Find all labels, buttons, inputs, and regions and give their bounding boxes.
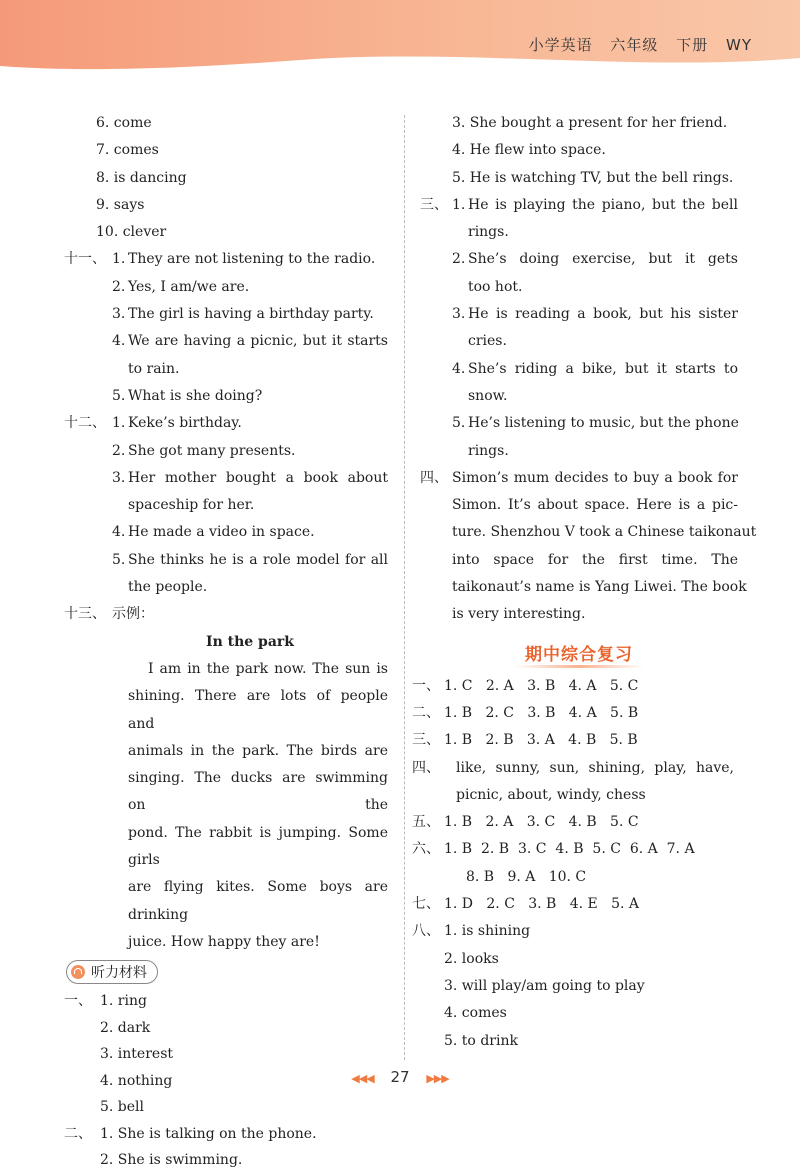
item-number: 5. [112,387,126,404]
review-title-text: 期中综合复习 [525,644,633,665]
answer-text: 9. says [96,196,145,213]
section-12-line [64,574,388,601]
item-number: 2. [112,278,126,295]
section-11-line [64,274,388,301]
passage-line: Simon. It’s about space. Here is a pic- [452,497,738,514]
review-line [420,1000,738,1027]
listening-3-line [420,328,738,355]
right-arrows-icon: ▶▶▶ [426,1072,449,1085]
listening-3-line [420,410,738,437]
item-text: She got many presents. [128,442,296,459]
listening-4-line [420,574,747,601]
section-tag: 七、 [412,896,440,913]
section-tag: 六、 [412,841,440,858]
section-11-line [64,246,388,273]
section-tag: 一、 [412,677,440,694]
header-subject: 小学英语 [528,36,593,54]
review-answers: 2. looks [444,950,499,967]
item-text: snow. [468,387,508,404]
item-number: 4. [112,524,126,541]
listening-1-line [64,1094,388,1121]
item-text: 4. nothing [100,1072,173,1089]
review-line [420,946,738,973]
review-line [412,809,738,836]
item-text: What is she doing? [128,387,263,404]
review-line [412,727,738,754]
right-column [412,110,757,1055]
section-12-line [64,410,388,437]
item-text: He is reading a book, but his sister [468,306,738,323]
section-12-line [64,465,388,492]
header-edition: WY [726,36,752,54]
answer-text: 10. clever [96,224,167,241]
answer-line [420,137,738,164]
listening-4-line [420,601,738,628]
item-number: 5. [452,415,466,432]
review-answers: picnic, about, windy, chess [456,786,646,803]
listening-1-line [64,1041,388,1068]
section-tag: 二、 [412,704,440,721]
listening-2-line [64,1147,388,1174]
item-text: 2. She is swimming. [100,1152,243,1169]
section-12-line [64,438,388,465]
section-11-line [64,356,388,383]
section-tag: 五、 [412,814,440,831]
review-answers: 1. B 2. B 3. A 4. B 5. B [444,732,638,749]
review-answers: 3. will play/am going to play [444,977,645,994]
item-text: 2. dark [100,1019,151,1036]
review-line [420,864,738,891]
review-line [412,891,738,918]
item-text: 1. ring [100,993,147,1010]
listening-1-line [64,1015,388,1042]
review-line [420,973,738,1000]
item-number: 5. [112,551,126,568]
essay-line: pond. The rabbit is jumping. Some girls [128,824,388,869]
section-12-line [64,519,388,546]
listening-section-header [58,956,388,988]
item-number: 1. [112,415,126,432]
page-number: 27 [390,1068,410,1086]
passage-line: into space for the first time. The [452,551,738,568]
item-text: Yes, I am/we are. [128,278,250,295]
review-answers: 4. comes [444,1005,507,1022]
section-11-line [64,328,388,355]
section-12-line [64,492,388,519]
review-line [412,673,738,700]
item-text: She thinks he is a role model for all [128,551,388,568]
item-number: 4. [112,333,126,350]
item-number: 2. [112,442,126,459]
answer-line [420,165,738,192]
essay-line: I am in the park now. The sun is [148,660,388,677]
section-tag: 四、 [420,469,448,486]
column-divider [404,115,405,1060]
listening-3-line [420,301,738,328]
review-answers: 1. B 2. C 3. B 4. A 5. B [444,704,639,721]
item-text: She’s doing exercise, but it gets [468,251,738,268]
listening-4-line [420,519,757,546]
section-tag: 三、 [412,732,440,749]
listening-4-line [420,547,738,574]
header-term: 下册 [676,36,709,54]
essay-line: juice. How happy they are! [128,933,320,950]
item-text: 5. bell [100,1099,145,1116]
review-answers: 1. B 2. A 3. C 4. B 5. C [444,814,639,831]
title-underline [514,665,644,668]
item-text: cries. [468,333,507,350]
item-text: rings. [468,442,509,459]
header-grade: 六年级 [610,36,659,54]
review-section-title [420,637,738,673]
essay-line: shining. There are lots of people and [128,688,388,732]
listening-1-line [64,988,388,1015]
passage-line: taikonaut’s name is Yang Liwei. The book [452,579,747,596]
headphone-icon [71,965,85,979]
item-text: Keke’s birthday. [128,415,242,432]
listening-3-line [420,356,738,383]
item-text: to rain. [128,360,180,377]
section-tag: 三、 [420,196,448,213]
section-11-line [64,383,388,410]
listening-3-line [420,246,738,273]
example-label: 示例： [112,606,154,623]
answer-text: 7. comes [96,142,159,159]
review-line [412,836,738,863]
review-answers: like, sunny, sun, shining, play, have, [456,759,734,776]
review-answers: 1. is shining [444,923,531,940]
listening-3-line [420,219,738,246]
section-tag: 二、 [64,1125,92,1142]
item-text: 3. interest [100,1046,174,1063]
item-number: 2. [452,251,466,268]
section-tag: 十二、 [64,415,106,432]
answer-line [64,165,388,192]
item-text: Her mother bought a book about [128,469,388,486]
listening-badge-label: 听力材料 [91,965,147,982]
item-text: 1. She is talking on the phone. [100,1125,317,1142]
listening-3-line [420,438,738,465]
section-tag: 一、 [64,993,92,1010]
listening-badge [66,960,158,984]
item-number: 4. [452,360,466,377]
review-line [420,782,738,809]
listening-3-line [420,274,738,301]
review-line [412,700,738,727]
essay-line: are flying kites. Some boys are drinking [128,879,388,923]
item-number: 1. [112,251,126,268]
item-text: 4. He flew into space. [452,142,606,159]
answer-text: 8. is dancing [96,169,187,186]
section-tag: 十三、 [64,606,106,623]
review-answers: 1. C 2. A 3. B 4. A 5. C [444,677,639,694]
left-arrows-icon: ◀◀◀ [351,1072,374,1085]
answer-line [64,219,388,246]
section-tag: 四、 [412,759,440,776]
passage-line: is very interesting. [452,606,586,623]
essay-body [128,656,388,956]
item-text: too hot. [468,278,523,295]
item-text: 3. She bought a present for her friend. [452,115,728,131]
essay-line: singing. The ducks are swimming on the [128,770,388,814]
review-answers: 1. B 2. B 3. C 4. B 5. C 6. A 7. A [444,841,695,858]
listening-2-line [64,1121,388,1148]
header-band [0,0,800,80]
section-13-line [64,601,388,628]
listening-3-line [420,383,738,410]
review-answers: 1. D 2. C 3. B 4. E 5. A [444,896,639,913]
answer-line [64,192,388,219]
item-text: 5. He is watching TV, but the bell rings. [452,169,734,186]
item-text: The girl is having a birthday party. [128,306,374,323]
answer-text: 6. come [96,115,152,131]
item-text: spaceship for her. [128,497,255,514]
item-number: 3. [112,306,126,323]
review-answers: 8. B 9. A 10. C [466,868,587,885]
item-text: They are not listening to the radio. [128,251,376,268]
listening-3-line [420,192,738,219]
essay-title: In the park [206,633,294,650]
item-number: 3. [112,469,126,486]
left-column [64,110,388,1174]
item-number: 1. [452,196,466,213]
review-line [420,1028,738,1055]
review-line [412,755,738,782]
passage-line: Simon’s mum decides to buy a book for [452,469,738,486]
essay-line: animals in the park. The birds are [128,742,388,759]
item-text: the people. [128,579,208,596]
listening-4-line [420,465,738,492]
passage-line: ture. Shenzhou V took a Chinese taikonaut [452,524,757,541]
answer-line [64,110,388,137]
section-tag: 八、 [412,923,440,940]
listening-4-line [420,492,738,519]
answer-line [64,137,388,164]
section-tag: 十一、 [64,251,106,268]
review-line [412,918,738,945]
item-text: He is playing the piano, but the bell [468,196,738,213]
review-answers: 5. to drink [444,1032,518,1049]
page-footer [0,1068,800,1086]
section-12-line [64,547,388,574]
header-info [517,34,752,55]
item-number: 3. [452,306,466,323]
answer-line [420,110,738,137]
section-11-line [64,301,388,328]
item-text: She’s riding a bike, but it starts to [468,360,738,377]
item-text: We are having a picnic, but it starts [128,333,388,350]
item-text: He’s listening to music, but the phone [468,415,739,432]
item-text: rings. [468,224,509,241]
item-text: He made a video in space. [128,524,315,541]
